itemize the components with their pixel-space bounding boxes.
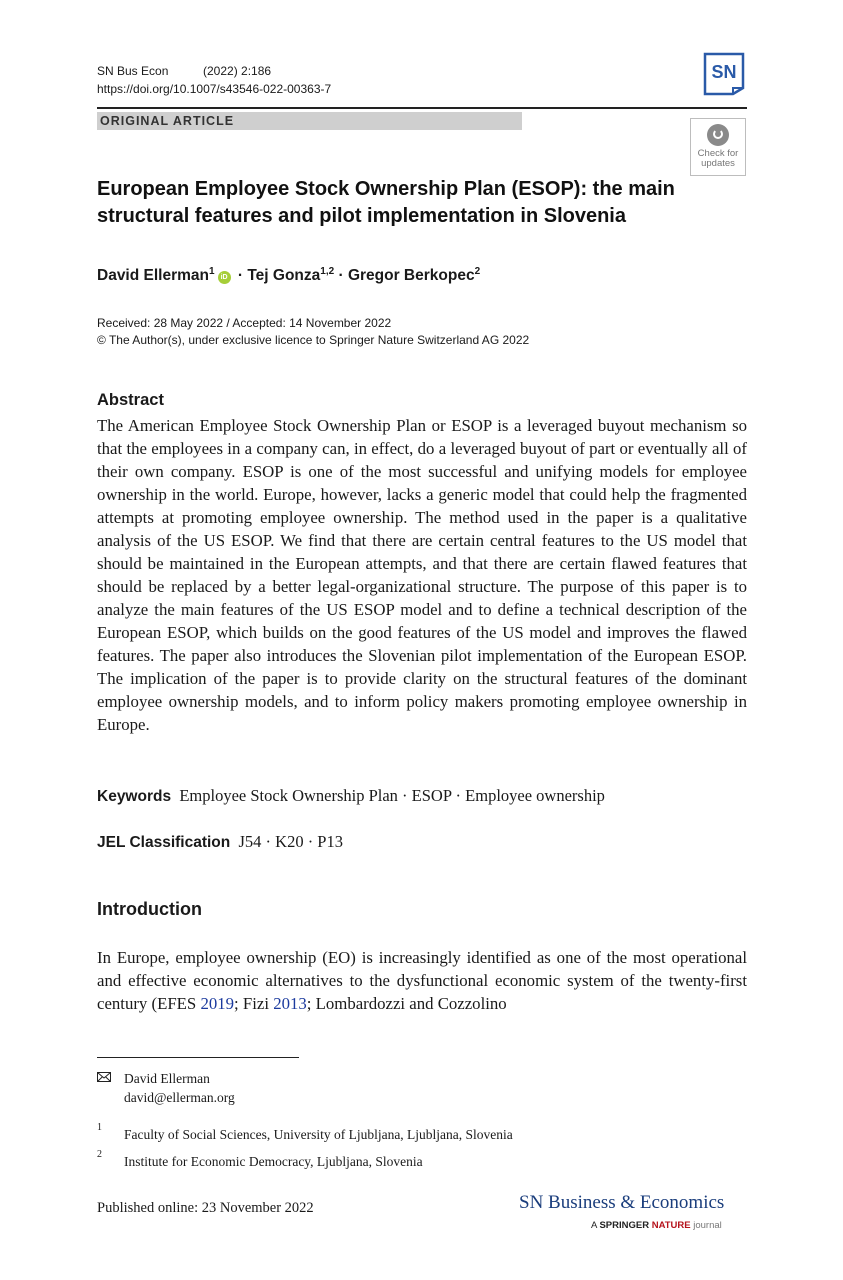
affiliation-number: 1 (97, 1122, 102, 1133)
check-updates-button[interactable] (690, 118, 746, 176)
keywords-label: Keywords (97, 788, 172, 805)
header-rule (97, 107, 747, 109)
author-affiliation: 1 (209, 266, 215, 277)
author-affiliation: 2 (474, 266, 481, 277)
copyright-notice: © The Author(s), under exclusive licence to Springer Nature Switzerland AG 2022 (97, 333, 530, 347)
jel-classification (97, 832, 343, 853)
abstract-heading: Abstract (97, 391, 164, 409)
corresponding-author-email[interactable]: david@ellerman.org (124, 1090, 235, 1105)
article-title: European Employee Stock Ownership Plan (ESOP): the main structural features and pilot implementation in Slovenia (97, 178, 675, 227)
article-type-label: ORIGINAL ARTICLE (97, 112, 522, 130)
introduction-text (97, 946, 747, 1015)
jel-codes: J54 · K20 · P13 (238, 832, 343, 851)
abstract-text: The American Employee Stock Ownership Plan or ESOP is a leveraged buyout mechanism so that the employees in a company can, in effect, do a leveraged buyout of part or eventually all of their own company. ESOP is one of the most successful and unifying models for employee ownership in the world. Europe, however, lacks a generic model that could help the fragmented attempts at promoting employee ownership. The method used in the paper is a qualitative analysis of the US ESOP. We find that there are certain central features to the US model that should be maintained in the European attempts, and that there are certain flawed features that should be replaced by a better legal-organizational structure. The purpose of this paper is to analyze the main features of the US ESOP model and to define a technical description of the European ESOP, which builds on the good features of the US model and improves the flawed features. The paper also introduces the Slovenian pilot implementation of the European ESOP. The implication of the paper is to provide clarity on the structural features of the dominant employee ownership models, and to inform policy makers promoting employee ownership in Europe. (97, 416, 747, 734)
author-name[interactable]: Tej Gonza (247, 267, 321, 285)
author-name[interactable]: Gregor Berkopec (347, 267, 475, 285)
journal-brand: SN Business & Economics (519, 1192, 725, 1213)
publisher-prefix: A (591, 1220, 600, 1231)
mail-icon (97, 1072, 111, 1082)
author-name[interactable]: David Ellerman (97, 267, 209, 285)
author-affiliation: 1,2 (320, 266, 335, 277)
journal-header (97, 62, 331, 98)
affiliation-number: 2 (97, 1149, 102, 1160)
sn-logo-text: SN (711, 62, 737, 82)
footnote-rule (97, 1057, 299, 1058)
doi-link[interactable]: https://doi.org/10.1007/s43546-022-00363-7 (97, 82, 332, 96)
jel-label: JEL Classification (97, 834, 231, 851)
intro-text-part: ; Fizi (234, 994, 274, 1013)
publisher-springer: SPRINGER (599, 1220, 652, 1231)
citation-link[interactable]: 2019 (200, 994, 235, 1013)
article-dates (97, 315, 529, 349)
author-list (97, 262, 480, 286)
intro-text-part: In Europe, employee ownership (EO) is increasingly identified as one of the most operational and effective economic alternatives to the dysfunctional economic system of the twenty-first century (EFES (97, 948, 747, 1013)
keywords-text: Employee Stock Ownership Plan · ESOP · Employee ownership (179, 786, 605, 805)
received-accepted: Received: 28 May 2022 / Accepted: 14 November 2022 (97, 316, 392, 330)
introduction-heading: Introduction (97, 899, 202, 919)
orcid-icon[interactable]: iD (218, 271, 231, 284)
publisher-nature: NATURE (651, 1220, 691, 1231)
publisher-line (591, 1220, 722, 1231)
journal-citation (97, 62, 331, 80)
author-separator: · (334, 267, 348, 285)
check-updates-icon (707, 124, 729, 146)
affiliation-2: Institute for Economic Democracy, Ljubljana, Slovenia (124, 1154, 423, 1169)
journal-volume: (2022) 2:186 (203, 64, 272, 78)
keywords (97, 786, 605, 807)
author-separator: · (233, 267, 248, 285)
publisher-suffix: journal (690, 1220, 722, 1231)
citation-link[interactable]: 2013 (273, 994, 307, 1013)
check-updates-label: Check for updates (697, 148, 739, 169)
corresponding-author-name: David Ellerman (124, 1071, 210, 1086)
journal-name: SN Bus Econ (97, 64, 169, 78)
sn-logo-icon (703, 52, 745, 96)
intro-text-part: ; Lombardozzi and Cozzolino (306, 994, 507, 1013)
affiliation-1: Faculty of Social Sciences, University of Ljubljana, Ljubljana, Slovenia (124, 1127, 513, 1142)
published-date: Published online: 23 November 2022 (97, 1200, 314, 1216)
